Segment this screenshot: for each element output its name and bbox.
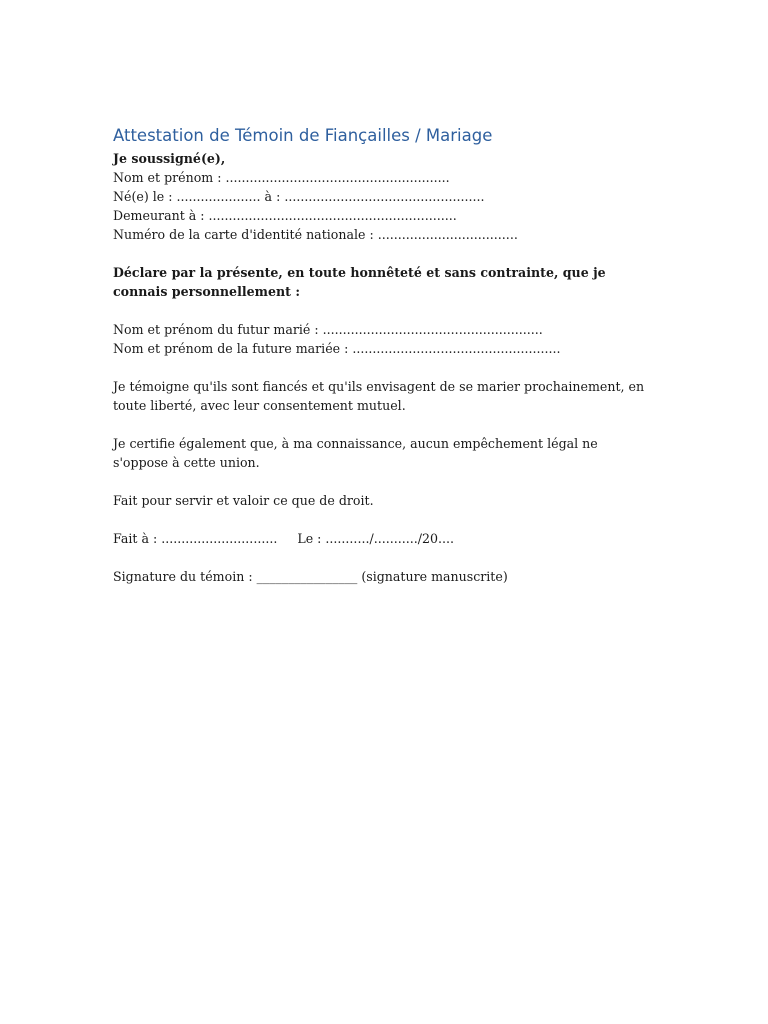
declaration-paragraph: Déclare par la présente, en toute honnêteté et sans contrainte, que je connais personnellement :: [113, 265, 606, 299]
testimony-paragraph: Je témoigne qu'ils sont fiancés et qu'ils envisagent de se marier prochainement, en toute liberté, avec leur consentement mutuel.: [113, 379, 645, 413]
spacer: [113, 415, 653, 434]
signature-line: Signature du témoin : ________________ (signature manuscrite): [113, 569, 508, 584]
document-body: [113, 124, 653, 586]
spacer: [113, 358, 653, 377]
spacer: [113, 301, 653, 320]
id-card-field-line: Numéro de la carte d'identité nationale : ...................................: [113, 227, 518, 242]
document-title: Attestation de Témoin de Fiançailles / Mariage: [113, 126, 493, 145]
spacer: [113, 510, 653, 529]
spacer: [113, 244, 653, 263]
name-field-line: Nom et prénom : ........................................................: [113, 170, 450, 185]
birth-field-line: Né(e) le : ..................... à : ..................................................: [113, 189, 485, 204]
address-field-line: Demeurant à : ..............................................................: [113, 208, 457, 223]
certification-paragraph: Je certifie également que, à ma connaissance, aucun empêchement légal ne s'oppose à cette union.: [113, 436, 598, 470]
formula-paragraph: Fait pour servir et valoir ce que de droit.: [113, 493, 374, 508]
place-date-line: Fait à : ............................. Le : .........../.........../20....: [113, 531, 455, 546]
spacer: [113, 548, 653, 567]
groom-field-line: Nom et prénom du futur marié : .......................................................: [113, 322, 543, 337]
undersigned-heading: Je soussigné(e),: [113, 151, 226, 166]
spacer: [113, 472, 653, 491]
bride-field-line: Nom et prénom de la future mariée : ....................................................: [113, 341, 561, 356]
